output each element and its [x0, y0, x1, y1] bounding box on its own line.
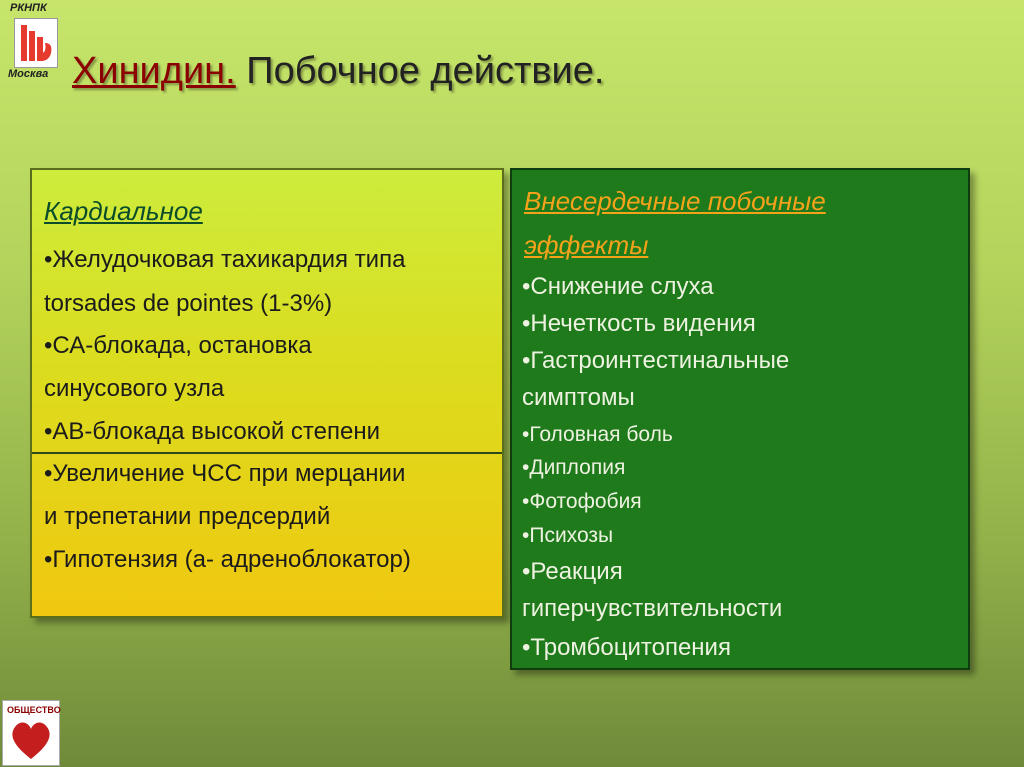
extracardiac-heading-line1: Внесердечные побочные: [524, 186, 826, 216]
extracardiac-line: •Фотофобия: [522, 490, 642, 513]
title-rest: Побочное действие.: [235, 50, 605, 92]
extracardiac-line: гиперчувствительности: [522, 595, 783, 622]
rknpk-logo: [4, 2, 64, 84]
extracardiac-line: симптомы: [522, 384, 635, 411]
extracardiac-line: •Гастроинтестинальные: [522, 347, 790, 374]
cardiac-line: •Желудочковая тахикардия типа: [44, 246, 406, 273]
extracardiac-line: •Тромбоцитопения: [522, 634, 731, 661]
extracardiac-line: •Головная боль: [522, 423, 673, 446]
cardiac-line: torsades de pointes (1-3%): [44, 290, 333, 317]
slide-title: [72, 50, 604, 93]
extracardiac-heading-line2: эффекты: [524, 230, 649, 260]
extracardiac-line: •Снижение слуха: [522, 273, 714, 300]
cardiac-line: синусового узла: [44, 375, 225, 402]
logo-org-text: РКНПК: [10, 2, 47, 14]
cardiac-line: •АВ-блокада высокой степени: [44, 418, 380, 445]
society-logo: [2, 700, 60, 766]
extracardiac-line: •Психозы: [522, 524, 614, 547]
extracardiac-line: •Диплопия: [522, 456, 626, 479]
society-logo-text: ОБЩЕСТВО: [7, 705, 61, 715]
heart-emblem-icon: [15, 19, 57, 67]
panel-divider: [32, 452, 502, 454]
drug-name: Хинидин.: [72, 50, 236, 92]
extracardiac-line: •Реакция: [522, 558, 623, 585]
extracardiac-line: •Нечеткость видения: [522, 310, 756, 337]
cardiac-heading: Кардиальное: [44, 196, 203, 226]
logo-emblem: [14, 18, 58, 68]
cardiac-line: •Увеличение ЧСС при мерцании: [44, 460, 406, 487]
heart-icon: [3, 701, 59, 765]
cardiac-line: •Гипотензия (а- адреноблокатор): [44, 546, 411, 573]
cardiac-line: и трепетании предсердий: [44, 503, 331, 530]
logo-city-text: Москва: [8, 68, 49, 80]
cardiac-line: •СА-блокада, остановка: [44, 332, 312, 359]
